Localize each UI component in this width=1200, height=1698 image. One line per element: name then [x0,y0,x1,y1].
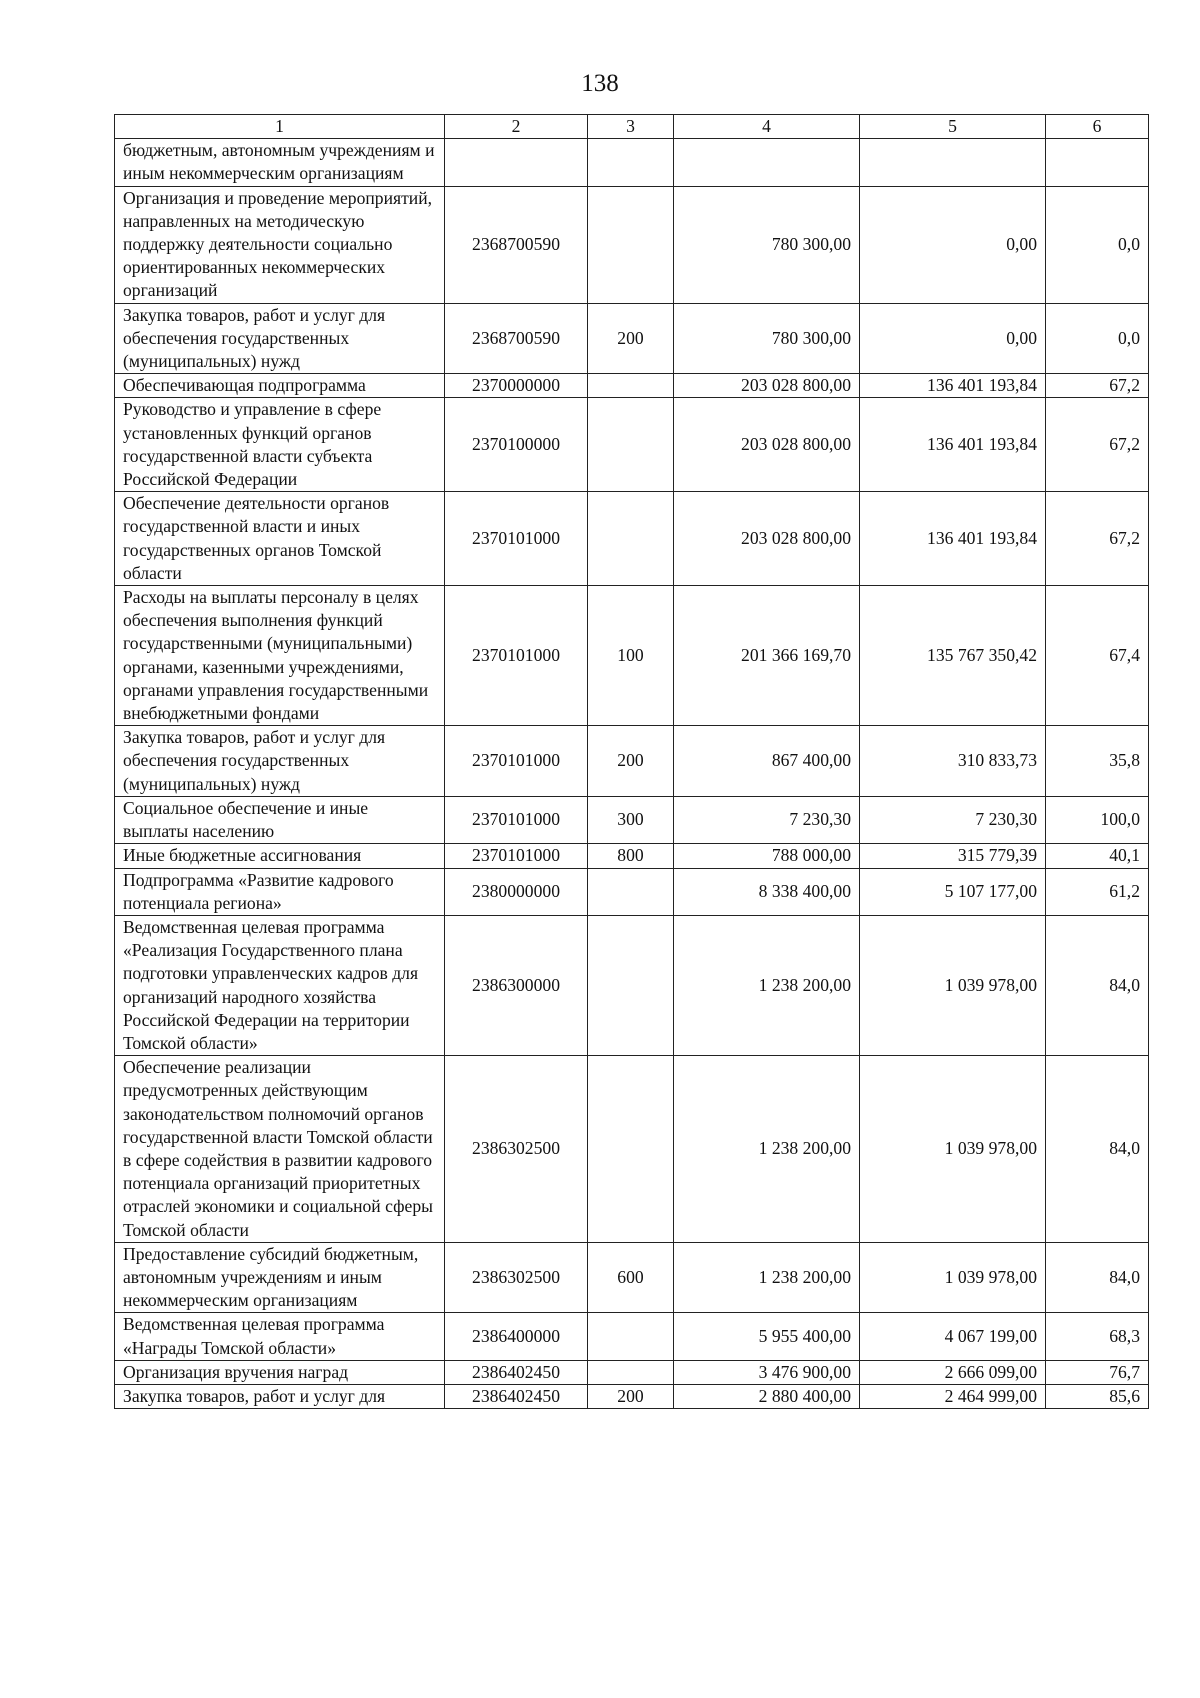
row-percent-cell: 35,8 [1046,726,1149,797]
header-row [115,115,1149,139]
column-header-3: 3 [588,115,674,139]
row-executed-cell: 310 833,73 [860,726,1046,797]
table-row [115,586,1149,726]
row-code-cell: 2386402450 [445,1384,588,1408]
row-type-cell [588,1360,674,1384]
row-executed-cell: 0,00 [860,303,1046,374]
table-row [115,303,1149,374]
row-planned-cell: 1 238 200,00 [674,1056,860,1243]
table-row [115,844,1149,868]
row-planned-cell: 8 338 400,00 [674,868,860,915]
table-row [115,796,1149,843]
row-code-cell: 2368700590 [445,303,588,374]
row-name-cell: Обеспечивающая подпрограмма [115,374,445,398]
row-executed-cell: 315 779,39 [860,844,1046,868]
row-percent-cell [1046,139,1149,186]
row-code-cell: 2386302500 [445,1056,588,1243]
column-header-6: 6 [1046,115,1149,139]
row-type-cell: 100 [588,586,674,726]
row-name-cell: бюджетным, автономным учреждениям и иным некоммерческим организациям [115,139,445,186]
row-percent-cell: 85,6 [1046,1384,1149,1408]
table-row [115,1360,1149,1384]
row-code-cell [445,139,588,186]
row-code-cell: 2370101000 [445,586,588,726]
row-percent-cell: 67,2 [1046,492,1149,586]
row-type-cell: 300 [588,796,674,843]
row-executed-cell: 2 666 099,00 [860,1360,1046,1384]
row-type-cell [588,139,674,186]
row-planned-cell: 203 028 800,00 [674,374,860,398]
row-planned-cell: 7 230,30 [674,796,860,843]
row-name-cell: Иные бюджетные ассигнования [115,844,445,868]
row-name-cell: Закупка товаров, работ и услуг для обеспечения государственных (муниципальных) нужд [115,303,445,374]
row-name-cell: Руководство и управление в сфере установленных функций органов государственной власти субъекта Российской Федерации [115,398,445,492]
row-planned-cell: 2 880 400,00 [674,1384,860,1408]
table-row [115,726,1149,797]
row-type-cell [588,492,674,586]
row-name-cell: Ведомственная целевая программа «Реализация Государственного плана подготовки управленческих кадров для организаций народного хозяйства Российской Федерации на территории Томской области» [115,915,445,1055]
row-percent-cell: 84,0 [1046,1056,1149,1243]
row-name-cell: Предоставление субсидий бюджетным, автономным учреждениям и иным некоммерческим организациям [115,1242,445,1313]
row-planned-cell [674,139,860,186]
row-percent-cell: 67,2 [1046,398,1149,492]
row-code-cell: 2386400000 [445,1313,588,1360]
row-executed-cell: 4 067 199,00 [860,1313,1046,1360]
row-name-cell: Социальное обеспечение и иные выплаты населению [115,796,445,843]
row-executed-cell: 0,00 [860,186,1046,303]
row-percent-cell: 0,0 [1046,303,1149,374]
column-header-5: 5 [860,115,1046,139]
row-code-cell: 2370101000 [445,796,588,843]
table-row [115,186,1149,303]
row-code-cell: 2386402450 [445,1360,588,1384]
row-planned-cell: 780 300,00 [674,186,860,303]
table-row [115,492,1149,586]
row-planned-cell: 1 238 200,00 [674,915,860,1055]
row-type-cell [588,868,674,915]
row-executed-cell: 2 464 999,00 [860,1384,1046,1408]
table-row [115,398,1149,492]
row-planned-cell: 201 366 169,70 [674,586,860,726]
row-code-cell: 2370101000 [445,492,588,586]
row-percent-cell: 76,7 [1046,1360,1149,1384]
row-percent-cell: 67,2 [1046,374,1149,398]
row-executed-cell: 136 401 193,84 [860,374,1046,398]
row-planned-cell: 788 000,00 [674,844,860,868]
row-executed-cell: 1 039 978,00 [860,1056,1046,1243]
row-code-cell: 2370101000 [445,726,588,797]
row-code-cell: 2370000000 [445,374,588,398]
column-header-2: 2 [445,115,588,139]
table-row [115,374,1149,398]
row-percent-cell: 84,0 [1046,915,1149,1055]
row-planned-cell: 203 028 800,00 [674,398,860,492]
row-name-cell: Организация и проведение мероприятий, направленных на методическую поддержку деятельности социально ориентированных некоммерческих организаций [115,186,445,303]
row-executed-cell [860,139,1046,186]
row-type-cell [588,915,674,1055]
row-type-cell: 200 [588,1384,674,1408]
row-percent-cell: 67,4 [1046,586,1149,726]
page-number: 138 [581,70,619,97]
row-code-cell: 2386302500 [445,1242,588,1313]
budget-table [114,114,1149,1409]
row-type-cell [588,374,674,398]
row-executed-cell: 135 767 350,42 [860,586,1046,726]
table-row [115,868,1149,915]
row-name-cell: Ведомственная целевая программа «Награды Томской области» [115,1313,445,1360]
row-type-cell [588,1313,674,1360]
row-name-cell: Закупка товаров, работ и услуг для [115,1384,445,1408]
table-row [115,915,1149,1055]
column-header-4: 4 [674,115,860,139]
row-name-cell: Обеспечение деятельности органов государственной власти и иных государственных органов Томской области [115,492,445,586]
row-executed-cell: 1 039 978,00 [860,915,1046,1055]
row-name-cell: Закупка товаров, работ и услуг для обеспечения государственных (муниципальных) нужд [115,726,445,797]
row-percent-cell: 61,2 [1046,868,1149,915]
row-name-cell: Обеспечение реализации предусмотренных действующим законодательством полномочий органов государственной власти Томской области в сфере содействия в развитии кадрового потенциала организаций приоритетных отраслей экономики и социальной сферы Томской области [115,1056,445,1243]
row-planned-cell: 203 028 800,00 [674,492,860,586]
row-type-cell [588,398,674,492]
row-code-cell: 2370100000 [445,398,588,492]
row-code-cell: 2368700590 [445,186,588,303]
row-percent-cell: 40,1 [1046,844,1149,868]
row-name-cell: Организация вручения наград [115,1360,445,1384]
column-header-1: 1 [115,115,445,139]
row-type-cell: 200 [588,726,674,797]
row-planned-cell: 5 955 400,00 [674,1313,860,1360]
row-name-cell: Расходы на выплаты персоналу в целях обеспечения выполнения функций государственными (муниципальными) органами, казенными учреждениями, органами управления государственными внебюджетными фондами [115,586,445,726]
row-type-cell [588,186,674,303]
row-name-cell: Подпрограмма «Развитие кадрового потенциала региона» [115,868,445,915]
row-planned-cell: 867 400,00 [674,726,860,797]
table-row [115,1313,1149,1360]
row-executed-cell: 136 401 193,84 [860,398,1046,492]
table-row [115,1384,1149,1408]
row-type-cell: 200 [588,303,674,374]
row-executed-cell: 1 039 978,00 [860,1242,1046,1313]
row-percent-cell: 84,0 [1046,1242,1149,1313]
row-percent-cell: 0,0 [1046,186,1149,303]
row-type-cell: 600 [588,1242,674,1313]
row-code-cell: 2370101000 [445,844,588,868]
row-percent-cell: 68,3 [1046,1313,1149,1360]
row-planned-cell: 780 300,00 [674,303,860,374]
table-row [115,1242,1149,1313]
row-planned-cell: 3 476 900,00 [674,1360,860,1384]
row-code-cell: 2380000000 [445,868,588,915]
row-executed-cell: 7 230,30 [860,796,1046,843]
row-planned-cell: 1 238 200,00 [674,1242,860,1313]
table-row [115,1056,1149,1243]
row-executed-cell: 5 107 177,00 [860,868,1046,915]
row-code-cell: 2386300000 [445,915,588,1055]
table-row [115,139,1149,186]
row-executed-cell: 136 401 193,84 [860,492,1046,586]
row-percent-cell: 100,0 [1046,796,1149,843]
row-type-cell [588,1056,674,1243]
row-type-cell: 800 [588,844,674,868]
